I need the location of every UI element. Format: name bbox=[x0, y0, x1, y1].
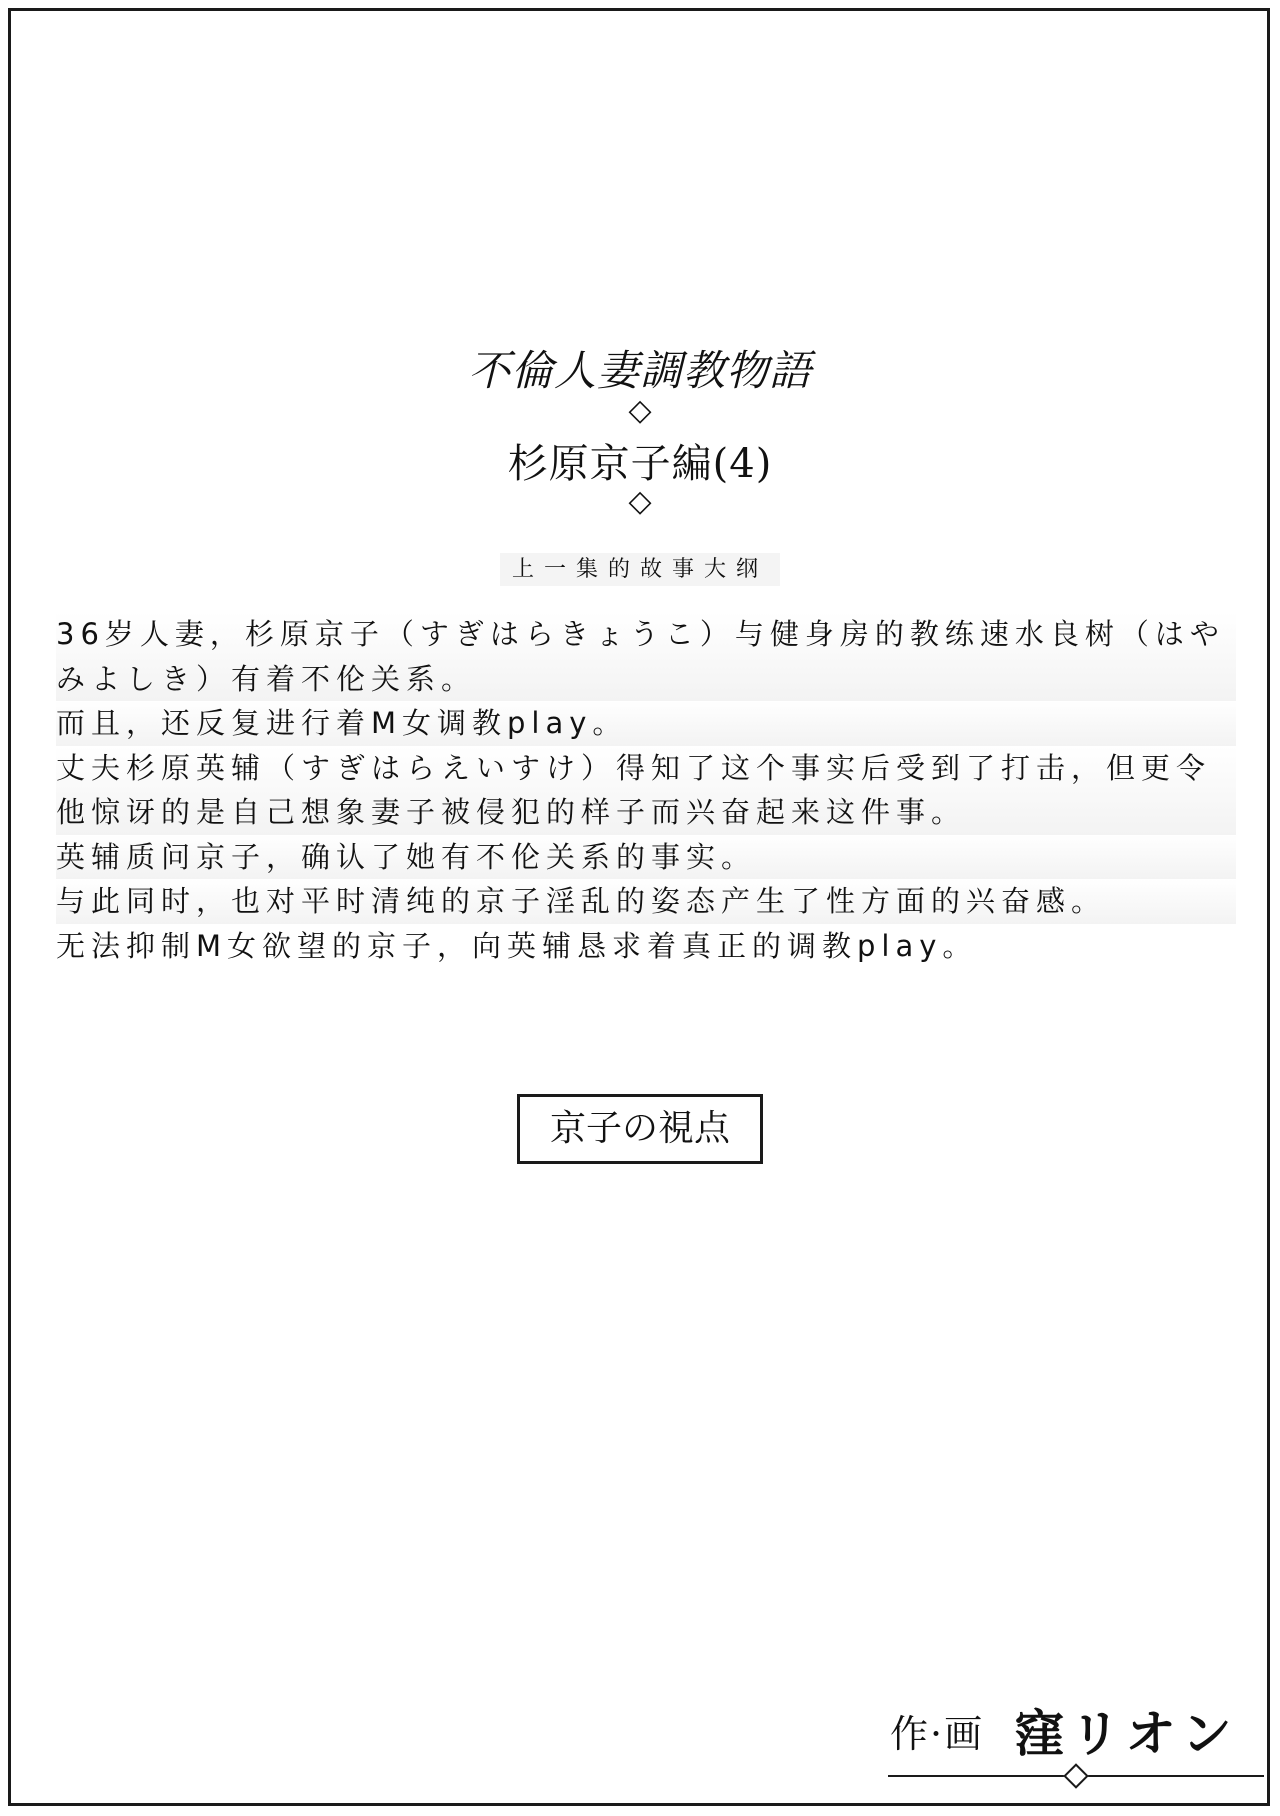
summary-paragraph: 英辅质问京子，确认了她有不伦关系的事实。 bbox=[56, 835, 1236, 880]
story-summary bbox=[56, 612, 1236, 968]
credit-author: 窪リオン bbox=[1014, 1704, 1238, 1763]
diamond-separator-bottom: ◇ bbox=[628, 484, 652, 519]
series-title: 不倫人妻調教物語 bbox=[467, 346, 812, 395]
credit-block bbox=[890, 1690, 1260, 1770]
summary-paragraph: 而且，还反复进行着M女调教play。 bbox=[56, 701, 1236, 746]
diamond-separator-top: ◇ bbox=[628, 393, 652, 428]
recap-heading bbox=[0, 552, 1280, 583]
summary-paragraph: 丈夫杉原英辅（すぎはらえいすけ）得知了这个事实后受到了打击，但更令他惊讶的是自己想象妻子被侵犯的样子而兴奋起来这件事。 bbox=[56, 746, 1236, 835]
chapter-title: 杉原京子編(4) bbox=[507, 441, 773, 487]
summary-paragraph: 36岁人妻，杉原京子（すぎはらきょうこ）与健身房的教练速水良树（はやみよしき）有着不伦关系。 bbox=[56, 612, 1236, 701]
recap-heading-label: 上一集的故事大纲 bbox=[500, 553, 780, 586]
summary-paragraph: 与此同时，也对平时清纯的京子淫乱的姿态产生了性方面的兴奋感。 bbox=[56, 879, 1236, 924]
credit-role: 作·画 bbox=[890, 1711, 985, 1756]
pov-label-box: 京子の視点 bbox=[517, 1094, 763, 1164]
summary-paragraph: 无法抑制M女欲望的京子，向英辅恳求着真正的调教play。 bbox=[56, 928, 978, 963]
